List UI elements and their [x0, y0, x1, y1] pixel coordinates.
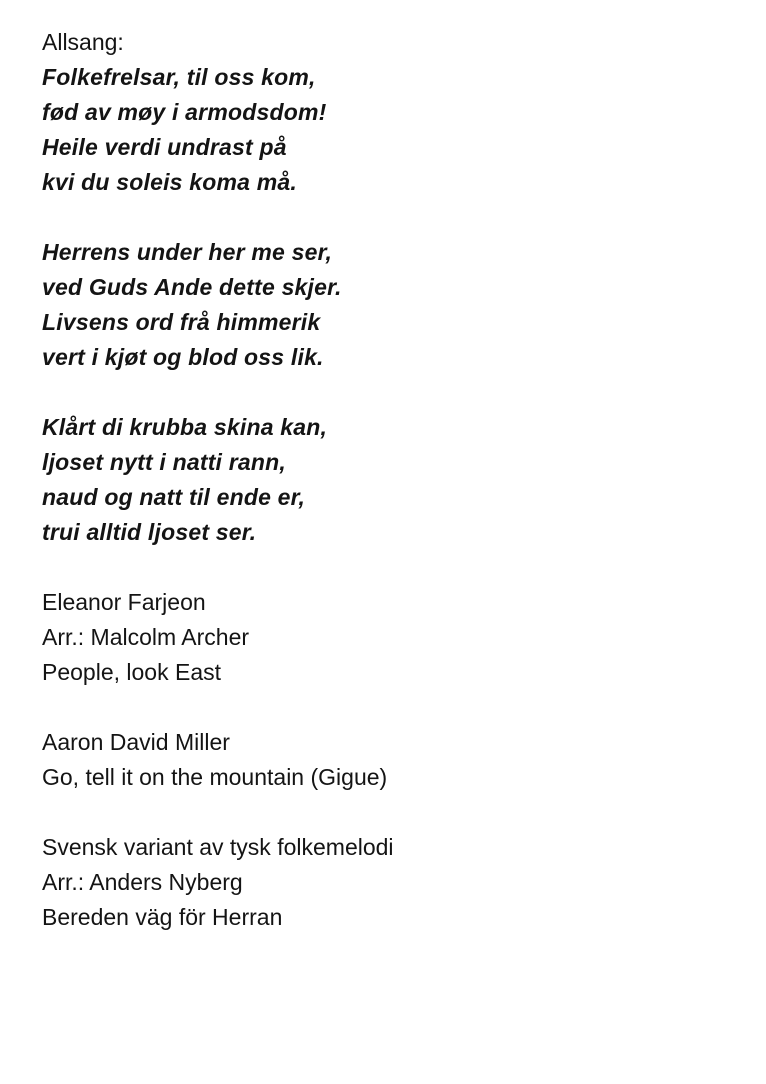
- spacer: [42, 795, 394, 830]
- piece-title: Bereden väg för Herran: [42, 904, 283, 930]
- verse-line: naud og natt til ende er,: [42, 484, 306, 510]
- spacer: [42, 200, 394, 235]
- verse-line: fød av møy i armodsdom!: [42, 99, 327, 125]
- composer: Aaron David Miller: [42, 729, 230, 755]
- verse-line: Heile verdi undrast på: [42, 134, 287, 160]
- composer: Svensk variant av tysk folkemelodi: [42, 834, 394, 860]
- verse-3: [42, 410, 394, 550]
- spacer: [42, 550, 394, 585]
- verse-2: [42, 235, 394, 375]
- spacer: [42, 375, 394, 410]
- piece-title: Go, tell it on the mountain (Gigue): [42, 764, 388, 790]
- allsang-heading: Allsang:: [42, 29, 124, 55]
- program-item-go-tell-it: [42, 725, 394, 795]
- program-item-bereden-vag: [42, 830, 394, 935]
- verse-line: Livsens ord frå himmerik: [42, 309, 321, 335]
- verse-line: Folkefrelsar, til oss kom,: [42, 64, 316, 90]
- verse-line: Klårt di krubba skina kan,: [42, 414, 328, 440]
- verse-line: kvi du soleis koma må.: [42, 169, 297, 195]
- spacer: [42, 690, 394, 725]
- arranger: Arr.: Malcolm Archer: [42, 624, 250, 650]
- verse-line: ved Guds Ande dette skjer.: [42, 274, 342, 300]
- program-item-people-look-east: [42, 585, 394, 690]
- verse-line: ljoset nytt i natti rann,: [42, 449, 286, 475]
- composer: Eleanor Farjeon: [42, 589, 206, 615]
- verse-1: [42, 60, 394, 200]
- arranger: Arr.: Anders Nyberg: [42, 869, 243, 895]
- verse-line: trui alltid ljoset ser.: [42, 519, 257, 545]
- verse-line: vert i kjøt og blod oss lik.: [42, 344, 324, 370]
- verse-line: Herrens under her me ser,: [42, 239, 333, 265]
- program-page: [42, 25, 394, 935]
- piece-title: People, look East: [42, 659, 222, 685]
